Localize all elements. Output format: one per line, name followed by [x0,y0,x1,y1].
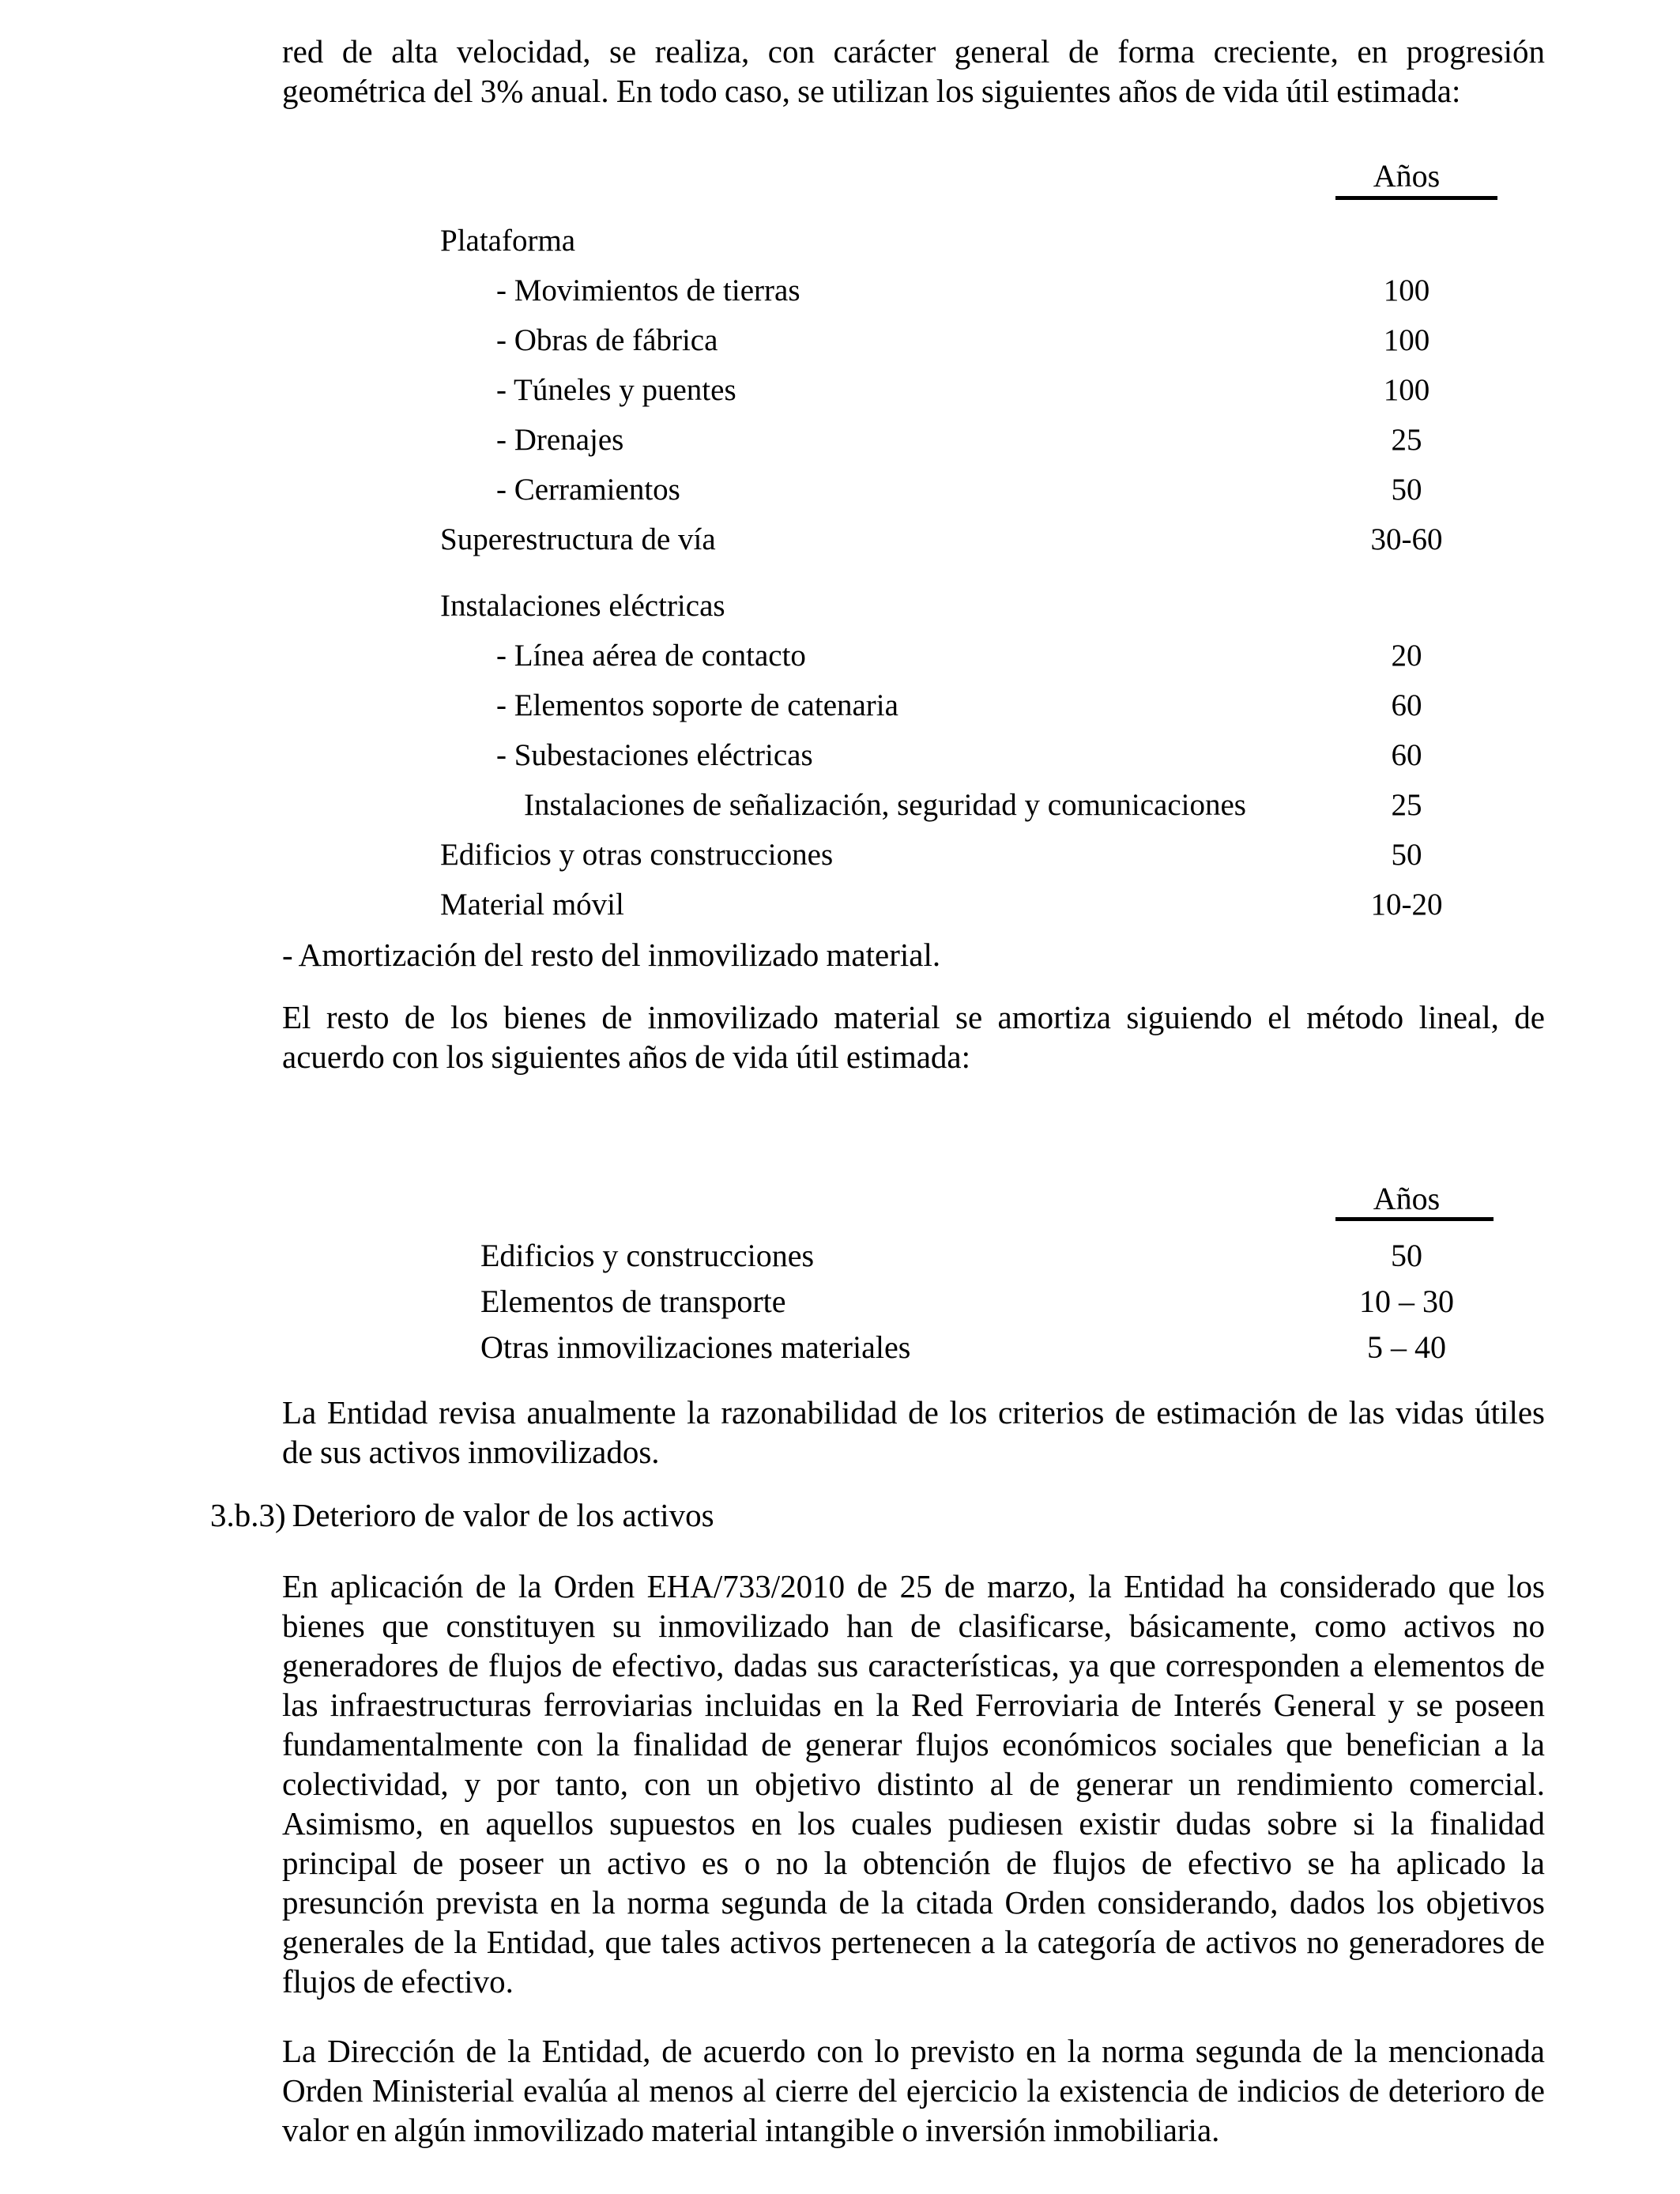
row-label: Edificios y otras construcciones [440,838,834,872]
row-label: Material móvil [440,888,624,922]
text-line: flujos de efectivo. [282,1963,514,2000]
row-label: Otras inmovilizaciones materiales [480,1329,911,1365]
text-line: valor en algún inmovilizado material intangible o inversión inmobiliaria. [282,2112,1220,2148]
paragraph-impairment [282,1566,1545,2001]
text-line: Orden Ministerial evalúa al menos al cierre del ejercicio la existencia de indicios de deterioro de [282,2072,1545,2109]
row-years-value: 50 [1391,838,1422,872]
table-row [0,372,1680,422]
table-row [0,887,1680,937]
text-line: colectividad, y por tanto, con un objetivo distinto al de generar un rendimiento comercial. [282,1766,1545,1802]
row-years-value: 50 [1391,473,1422,507]
table1-years-header: Años [1373,158,1441,194]
row-label: - Elementos soporte de catenaria [496,688,898,722]
row-years-value: 25 [1391,423,1422,457]
row-years-value: 100 [1383,373,1430,407]
row-years-value: 30-60 [1370,522,1443,556]
text-line: El resto de los bienes de inmovilizado material se amortiza siguiendo el método lineal, de [282,999,1545,1035]
row-label: - Drenajes [496,423,624,457]
table-row [0,422,1680,472]
table1-years-underline [1335,196,1497,200]
row-years-value: 50 [1391,1238,1422,1273]
text-line: En aplicación de la Orden EHA/733/2010 de 25 de marzo, la Entidad ha considerado que los [282,1568,1545,1604]
table-row [0,1329,1680,1375]
text-line: La Dirección de la Entidad, de acuerdo con lo previsto en la norma segunda de la mencionada [282,2033,1545,2069]
row-label: Instalaciones eléctricas [440,589,725,623]
row-label: Elementos de transporte [480,1284,786,1319]
table-row [0,472,1680,522]
text-line: acuerdo con los siguientes años de vida útil estimada: [282,1039,970,1075]
section-heading [210,1495,714,1535]
row-years-value: 60 [1391,688,1422,722]
row-label: - Movimientos de tierras [496,273,800,307]
row-label: - Línea aérea de contacto [496,639,806,673]
text-line: generales de la Entidad, que tales activos pertenecen a la categoría de activos no generadores de [282,1924,1545,1960]
row-years-value: 100 [1383,273,1430,307]
table-row [0,588,1680,638]
text-line: Asimismo, en aquellos supuestos en los cuales pudiesen existir dudas sobre si la finalidad [282,1805,1545,1842]
text-line: generadores de flujos de efectivo, dadas sus características, ya que corresponden a elementos de [282,1647,1545,1683]
section-number: 3.b.3) [210,1497,286,1533]
table-row [0,1238,1680,1284]
row-years-value: 100 [1383,323,1430,357]
amortization-rest-item: - Amortización del resto del inmovilizado material. [282,937,941,973]
table-row [0,273,1680,322]
table2-years-header: Años [1373,1181,1441,1216]
table-row [0,1284,1680,1329]
table2-years-underline [1335,1217,1494,1221]
row-years-value: 20 [1391,639,1422,673]
text-line: red de alta velocidad, se realiza, con carácter general de forma creciente, en progresión [282,33,1545,70]
table-row [0,688,1680,737]
row-label: - Obras de fábrica [496,323,718,357]
table-row [0,837,1680,887]
table-row [0,638,1680,688]
table-row [0,737,1680,787]
text-line: geométrica del 3% anual. En todo caso, se utilizan los siguientes años de vida útil estimada: [282,73,1461,109]
row-years-value: 25 [1391,788,1422,822]
table-row [0,522,1680,571]
paragraph-annual-review [282,1393,1545,1472]
row-label: Superestructura de vía [440,522,716,556]
paragraph-intro [282,32,1545,111]
row-years-value: 10 – 30 [1359,1284,1454,1319]
row-years-value: 60 [1391,738,1422,772]
text-line: fundamentalmente con la finalidad de generar flujos económicos sociales que benefician a la [282,1726,1545,1762]
text-line: principal de poseer un activo es o no la obtención de flujos de efectivo se ha aplicado la [282,1845,1545,1881]
useful-life-table-infrastructure [0,223,1680,937]
row-years-value: 10-20 [1370,888,1443,922]
text-line: bienes que constituyen su inmovilizado han de clasificarse, básicamente, como activos no [282,1608,1545,1644]
row-label: Plataforma [440,224,576,258]
text-line: las infraestructuras ferroviarias incluidas en la Red Ferroviaria de Interés General y se poseen [282,1687,1545,1723]
text-line: presunción prevista en la norma segunda de la citada Orden considerando, dados los objetivos [282,1884,1545,1921]
table-row [0,322,1680,372]
row-label: - Cerramientos [496,473,680,507]
text-line: de sus activos inmovilizados. [282,1434,660,1470]
row-label: - Túneles y puentes [496,373,736,407]
row-years-value: 5 – 40 [1367,1329,1446,1365]
paragraph-management-evaluation [282,2031,1545,2150]
useful-life-table-other-assets [0,1238,1680,1375]
table-row [0,223,1680,273]
text-line: La Entidad revisa anualmente la razonabilidad de los criterios de estimación de las vidas útiles [282,1394,1545,1431]
row-label: - Subestaciones eléctricas [496,738,813,772]
table-row [0,787,1680,837]
section-title: Deterioro de valor de los activos [292,1497,714,1533]
paragraph-rest-amortization [282,997,1545,1076]
row-label: Instalaciones de señalización, seguridad y comunicaciones [524,788,1246,822]
row-label: Edificios y construcciones [480,1238,815,1273]
